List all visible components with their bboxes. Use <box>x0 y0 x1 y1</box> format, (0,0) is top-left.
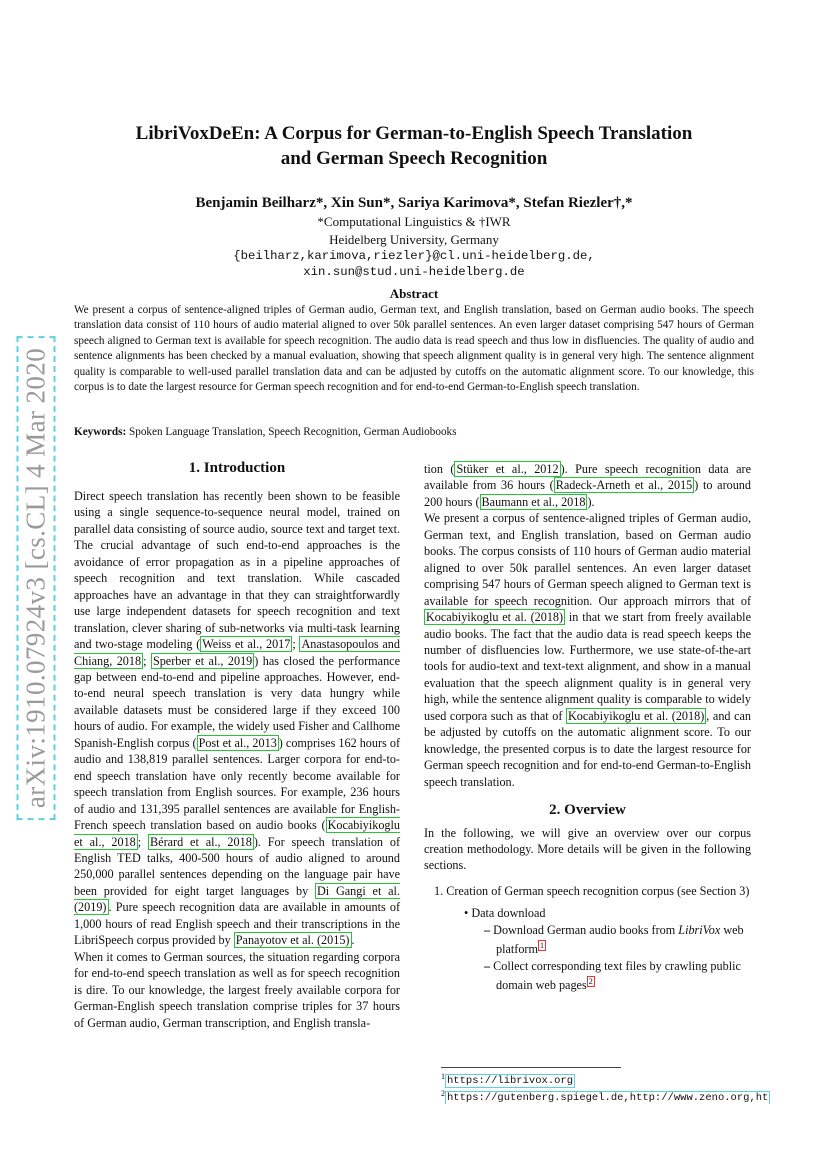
citation-link[interactable]: Kocabiyikoglu et al., 2018 <box>74 818 400 849</box>
bullet-icon: • <box>464 906 472 921</box>
left-column <box>74 488 400 1031</box>
overview-paragraph: In the following, we will give an overview over our corpus creation methodology. More details will be given in the following sections. <box>424 825 751 873</box>
right-column <box>424 461 751 994</box>
list-item: 1. Creation of German speech recognition corpus (see Section 3) <box>434 883 750 898</box>
abstract-heading: Abstract <box>389 286 439 301</box>
keywords-label: Keywords: <box>74 426 127 438</box>
citation-link[interactable]: Post et al., 2013 <box>198 735 277 750</box>
section-introduction-heading: 1. Introduction <box>188 460 286 476</box>
citation-link[interactable]: Kocabiyikoglu et al. (2018) <box>426 610 564 625</box>
footnote-marker[interactable]: 2 <box>588 977 593 987</box>
footnote-url-link[interactable]: https://gutenberg.spiegel.de,http://www.zeno.org,ht <box>447 1092 769 1105</box>
abstract-text: We present a corpus of sentence-aligned triples of German audio, German text, and English translation, based on German audio books. The speech translation data consist of 110 hours of audio material aligned to over 50k parallel sentences. An even larger dataset comprising 547 hours of German speech aligned to German text is available for speech recognition. The audio data is read speech and thus low in disfluencies. The quality of audio and sentence alignments has been checked by a manual evaluation, showing that speech alignment quality is in general very high. The sentence alignment quality is comparable to well-used parallel translation data and can be adjusted by cutoffs on the automatic alignment score. To our knowledge, this corpus is to date the largest resource for German speech recognition and for end-to-end German-to-English speech translation. <box>74 304 754 394</box>
citation-link[interactable]: Di Gangi et al. (2019) <box>74 883 400 915</box>
footnote-divider <box>441 1067 621 1068</box>
intro-paragraph-1: Direct speech translation has recently been shown to be feasible using a single sequence-to-sequence neural model, trained on parallel data consisting of source audio, source text and target text. The crucial advantage of such end-to-end approaches is the avoidance of error propagation as in a pipeline approaches of speech recognition and text translation. While cascaded approaches have an advantage in that they can straightforwardly use large independent datasets for speech recognition and text translation, clever sharing of sub-networks via multi-task learning and two-stage modeling ( Weiss et al., 2017 ; Anastasopoulos and Chiang, 2018 ; Sperber et al., 2019 ) has closed the performance gap between end-to-end and pipeline approaches. However, end-to-end neural speech translation is very data hungry while available datasets must be considered large if they exceed 100 hours of audio. For example, the widely used Fisher and Callhome Spanish-English corpus ( Post et al., 2013 ) comprises 162 hours of audio and 138,819 parallel sentences. Larger corpora for end-to-end speech translation have only recently become available for speech translation from English sources. For example, 236 hours of audio and 131,395 parallel sentences are available for English-French speech translation based on audio books ( Kocabiyikoglu et al., 2018 ; Bérard et al., 2018 ). For speech translation of English TED talks, 400-500 hours of audio aligned to around 250,000 parallel sentences depending on the language pair have been provided for eight target languages by Di Gangi et al. (2019) . Pure speech recognition data are available in amounts of 1,000 hours of read English speech and their transcriptions in the LibriSpeech corpus provided by Panayotov et al. (2015) . <box>74 489 401 948</box>
dash-icon: – <box>484 958 494 973</box>
intro-paragraph-2-cont: tion ( Stüker et al., 2012 ). Pure speech recognition data are available from 36 hours ( Radeck-Arneth et al., 2015 ) to around 200 hours ( Baumann et al., 2018 ). <box>424 462 751 509</box>
paper-title: LibriVoxDeEn: A Corpus for German-to-English Speech Translation and German Speech Recognition <box>135 123 693 169</box>
footnote-2: $^2$ https://gutenberg.spiegel.de,http://www.zeno.org,ht <box>441 1089 769 1105</box>
arxiv-stamp <box>18 338 54 818</box>
intro-paragraph-3: We present a corpus of sentence-aligned triples of German audio, German text, and English translation, based on German audio books. The corpus consists of 110 hours of German audio material aligned to over 50k parallel sentences. An even larger dataset comprising 547 hours of German speech aligned to German text is available for speech recognition. Our approach mirrors that of Kocabiyikoglu et al. (2018) in that we start from freely available audio books. The fact that the audio data is read speech keeps the number of disfluencies low. Furthermore, we use state-of-the-art tools for audio-text and text-text alignment, and show in a manual evaluation that the speech alignment quality is in general very high, while the sentence alignment quality is comparable to widely used corpora such as that of Kocabiyikoglu et al. (2018) , and can be adjusted by cutoffs on the automatic alignment score. To our knowledge, the presented corpus is to date the largest resource for German speech recognition and for end-to-end German-to-English speech translation. <box>424 511 751 789</box>
citation-link[interactable]: Anastasopoulos and Chiang, 2018 <box>74 637 400 668</box>
section-overview-heading: 2. Overview <box>549 802 626 819</box>
citation-link[interactable]: Baumann et al., 2018 <box>481 494 586 509</box>
arxiv-id: arXiv:1910.07924v3 [cs.CL] 4 Mar 2020 <box>17 336 56 820</box>
affiliation-dept: *Computational Linguistics & †IWR <box>317 214 511 229</box>
list-item: – Download German audio books from LibriVox web platform $^1$ <box>484 922 744 957</box>
affiliation-univ: Heidelberg University, Germany <box>329 232 499 247</box>
list-item: – Collect corresponding text files by crawling public domain web pages $^2$ <box>484 958 741 993</box>
keywords <box>74 426 754 438</box>
intro-paragraph-2: When it comes to German sources, the situation regarding corpora for end-to-end speech translation as well as for speech recognition is dire. To our knowledge, the largest freely available corpora for German-English speech translation comprise triples for 37 hours of German audio, German transcription, and English transla- <box>74 949 400 1030</box>
footnote-url-link[interactable]: https://librivox.org <box>447 1075 574 1088</box>
footnote-1: $^1$ https://librivox.org <box>441 1072 574 1088</box>
list-item: • Data download <box>464 906 546 921</box>
email-line-2: xin.sun@stud.uni-heidelberg.de <box>303 265 525 279</box>
citation-link[interactable]: Kocabiyikoglu et al. (2018) <box>567 708 705 723</box>
authors: Benjamin Beilharz*, Xin Sun*, Sariya Karimova*, Stefan Riezler†,* <box>195 195 633 211</box>
email-line-1: {beilharz,karimova,riezler}@cl.uni-heidelberg.de, <box>233 249 595 263</box>
citation-link[interactable]: Radeck-Arneth et al., 2015 <box>555 478 693 493</box>
citation-link[interactable]: Panayotov et al. (2015) <box>235 933 350 948</box>
dash-icon: – <box>484 922 494 937</box>
footnote-marker[interactable]: 1 <box>539 941 544 951</box>
citation-link[interactable]: Stüker et al., 2012 <box>456 462 559 476</box>
citation-link[interactable]: Weiss et al., 2017 <box>202 637 291 652</box>
overview-list <box>424 883 751 994</box>
citation-link[interactable]: Sperber et al., 2019 <box>152 653 253 668</box>
keywords-text: Spoken Language Translation, Speech Recognition, German Audiobooks <box>126 426 457 438</box>
citation-link[interactable]: Bérard et al., 2018 <box>150 834 252 849</box>
